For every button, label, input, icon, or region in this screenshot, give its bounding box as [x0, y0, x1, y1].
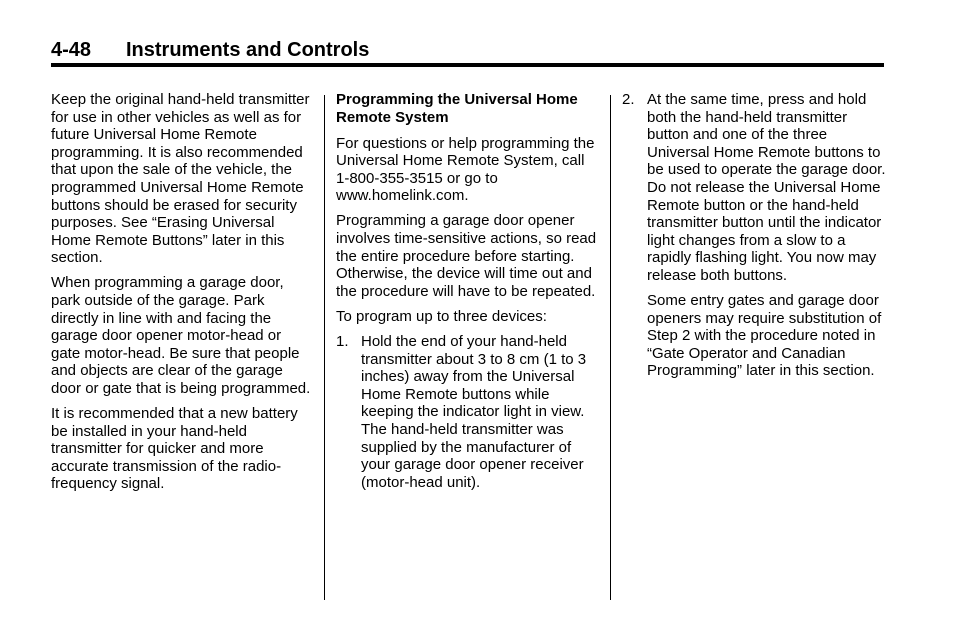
paragraph: To program up to three devices:	[336, 307, 547, 325]
column-divider	[610, 95, 611, 600]
paragraph: When programming a garage door, park outside of the garage. Park directly in line with and facing the garage door opener motor-head or gate motor-head. Be sure that people and objects are clear of the garage door or gate that is being programmed.	[51, 274, 311, 397]
page-header	[51, 38, 884, 66]
step-number: 1.	[336, 332, 349, 350]
step-text: At the same time, press and hold both the hand-held transmitter button and one of the three Universal Home Remote buttons to be used to operate the garage door. Do not release the Universal Home Remote button or the hand-held transmitter button until the indicator light changes from a slow to a rapidly flashing light. You now may release both buttons.	[647, 91, 886, 284]
column-1	[51, 91, 313, 501]
column-3	[622, 91, 888, 388]
header-rule	[51, 63, 884, 67]
subheading: Programming the Universal Home Remote System	[336, 91, 578, 126]
column-2	[336, 91, 600, 499]
note-paragraph: Some entry gates and garage door openers may require substitution of Step 2 with the procedure noted in “Gate Operator and Canadian Programming” later in this section.	[647, 292, 882, 380]
page-number: 4-48	[51, 39, 92, 61]
section-title: Instruments and Controls	[126, 39, 370, 61]
paragraph: It is recommended that a new battery be installed in your hand-held transmitter for quicker and more accurate transmission of the radio-frequency signal.	[51, 405, 298, 493]
paragraph: Programming a garage door opener involves time-sensitive actions, so read the entire procedure before starting. Otherwise, the device will time out and the procedure will have to be repeated.	[336, 212, 597, 300]
step-text: Hold the end of your hand-held transmitter about 3 to 8 cm (1 to 3 inches) away from the Universal Home Remote buttons while keeping the indicator light in view. The hand-held transmitter was supplied by the manufacturer of your garage door opener receiver (motor-head unit).	[361, 332, 587, 491]
step-item	[336, 333, 600, 491]
paragraph: For questions or help programming the Universal Home Remote System, call 1-800-355-3515 or go to www.homelink.com.	[336, 134, 595, 205]
column-divider	[324, 95, 325, 600]
step-item	[622, 91, 888, 285]
step-number: 2.	[622, 91, 635, 108]
paragraph: Keep the original hand-held transmitter for use in other vehicles as well as for future Universal Home Remote programming. It is also recommended that upon the sale of the vehicle, the programmed Universal Home Remote buttons should be erased for security purposes. See “Erasing Universal Home Remote Buttons” later in this section.	[51, 91, 310, 267]
